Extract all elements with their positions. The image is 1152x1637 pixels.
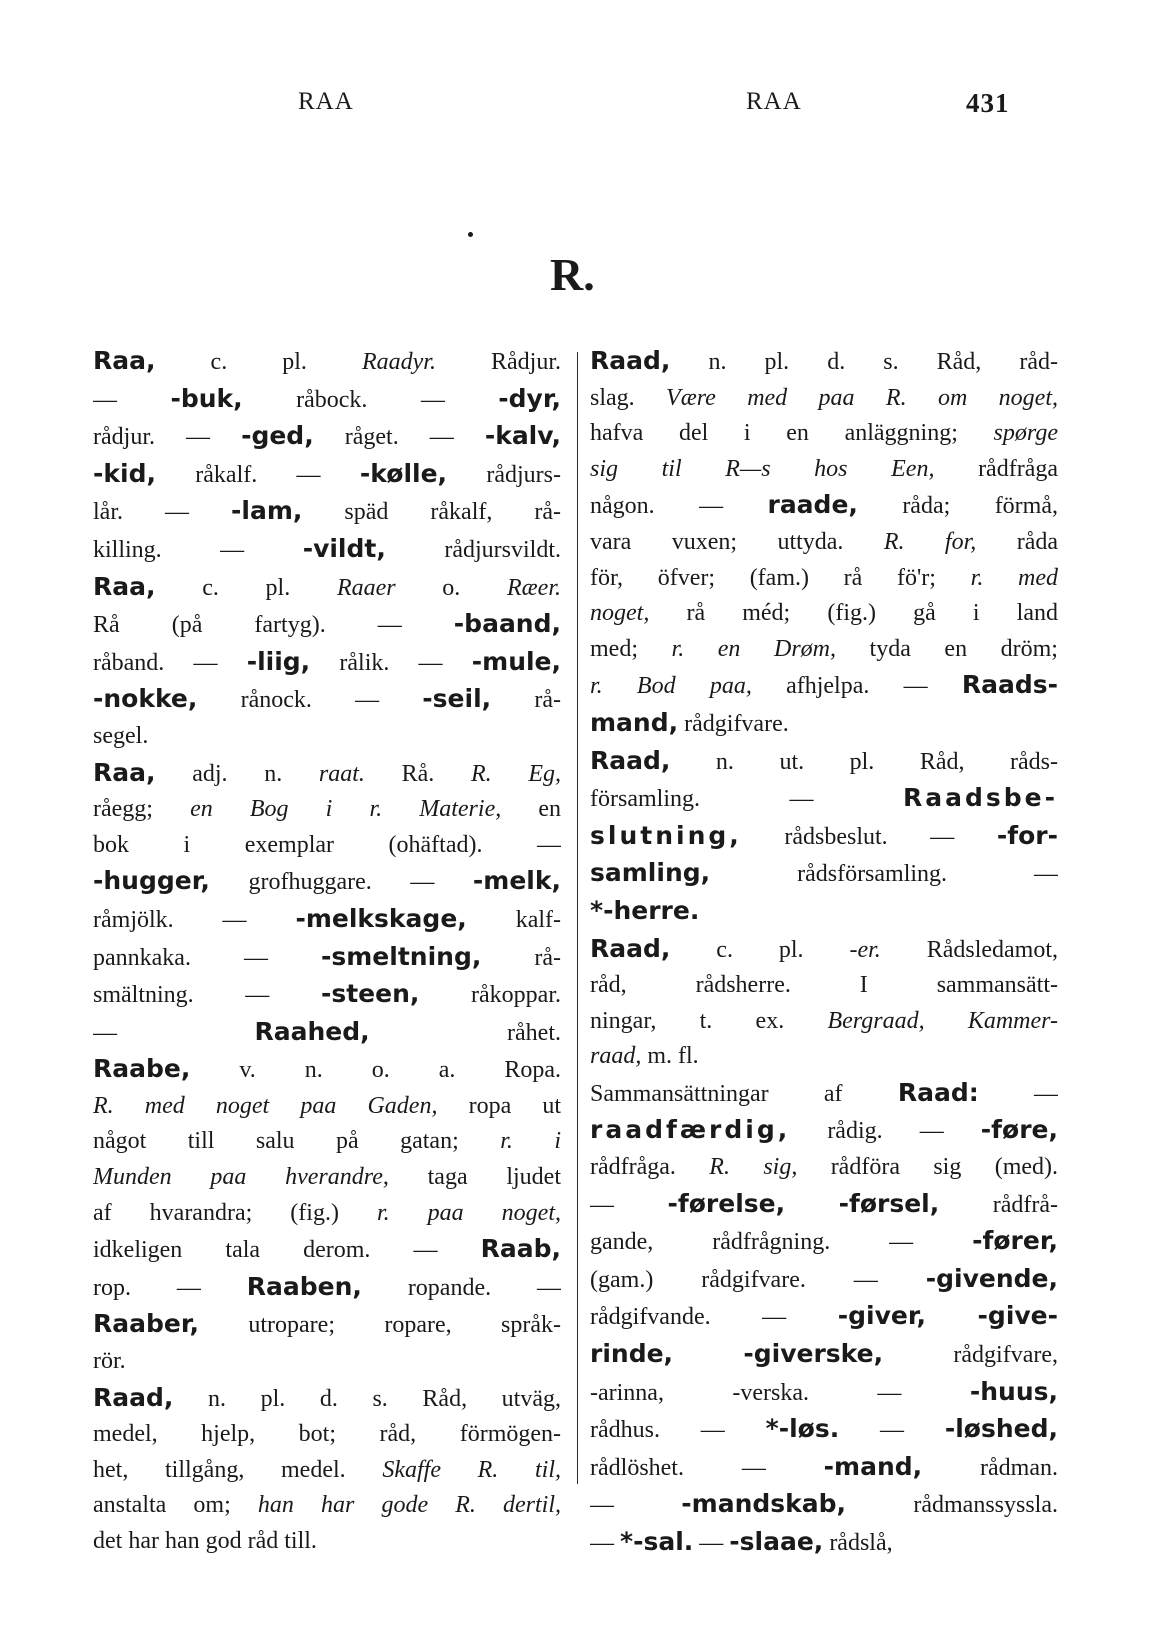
entry-text: någon. — [590, 493, 768, 520]
entry-text: o. [395, 574, 507, 601]
headword: Raab, [480, 1234, 561, 1264]
example-phrase: r. paa noget, [376, 1199, 561, 1226]
entry-text: råbock. — [242, 386, 499, 413]
entry-text: råda [976, 528, 1058, 555]
dictionary-line [590, 1411, 1058, 1449]
example-phrase: noget, [590, 600, 650, 627]
entry-text: rådföra sig (med). [797, 1154, 1058, 1181]
example-phrase: en Bog i r. Materie, [190, 796, 502, 823]
example-phrase: Raadyr. [361, 349, 436, 375]
entry-text: rådfråga. [590, 1154, 710, 1181]
entry-text: c. pl. [155, 349, 362, 375]
entry-text: rånock. — [197, 687, 423, 714]
entry-text: späd råkalf, rå- [302, 499, 561, 526]
dictionary-line [93, 1269, 561, 1307]
headword: Raa, [93, 571, 156, 601]
dictionary-line [93, 863, 561, 901]
example-phrase: Skaffe R. til, [382, 1456, 561, 1483]
dictionary-line [93, 792, 561, 828]
dictionary-line [93, 1231, 561, 1269]
dictionary-line [590, 705, 1058, 743]
entry-text: — [590, 1530, 620, 1556]
dictionary-line [93, 1453, 561, 1489]
headword: -kalv, [484, 421, 561, 451]
entry-text: rådsbeslut. — [741, 823, 997, 850]
entry-text: hafva del i en anläggning; [590, 420, 994, 447]
entry-text: rådig. — [790, 1118, 981, 1145]
headword: -førelse, [667, 1188, 786, 1218]
dictionary-line [590, 667, 1058, 705]
entry-text: rådgifvare, [883, 1342, 1058, 1369]
entry-text: af hvarandra; (fig.) [93, 1199, 377, 1226]
headword: raadfærdig, [590, 1115, 791, 1145]
dictionary-line [590, 743, 1058, 781]
left-column [93, 343, 561, 1560]
headword: Raads- [961, 670, 1058, 700]
example-phrase: spørge [993, 420, 1058, 447]
entry-text: en [501, 796, 561, 823]
entry-text: rådmanssyssla. [846, 1492, 1058, 1519]
headword: Raaben, [246, 1271, 362, 1301]
headword: -giver, [837, 1301, 926, 1331]
entry-text: n. ut. pl. Råd, råds- [670, 748, 1058, 775]
headword: -steen, [320, 979, 420, 1009]
dictionary-line [590, 596, 1058, 632]
headword: slutning, [590, 820, 742, 850]
headword: Raa, [93, 346, 156, 375]
entry-text: något till salu på gatan; [93, 1128, 501, 1155]
headword: -ged, [241, 421, 314, 451]
entry-text: c. pl. [155, 574, 337, 601]
headword: -fører, [972, 1226, 1058, 1256]
dictionary-line [93, 381, 561, 419]
dictionary-line [93, 1160, 561, 1196]
entry-text: n. pl. d. s. Råd, utväg, [173, 1385, 561, 1412]
dictionary-line [590, 452, 1058, 488]
entry-text: ropa ut [437, 1092, 561, 1119]
column-divider [577, 352, 578, 1484]
dictionary-line [93, 1306, 561, 1344]
dictionary-line [590, 1004, 1058, 1040]
dictionary-line [93, 719, 561, 755]
entry-text: församling. — [590, 786, 903, 813]
dictionary-line [93, 1051, 561, 1089]
entry-text: slag. [590, 384, 667, 411]
entry-text: — [93, 1019, 255, 1046]
entry-text: n. pl. d. s. Råd, råd- [670, 349, 1058, 375]
entry-text: råmjölk. — [93, 906, 296, 933]
headword: Raadsbe- [903, 783, 1058, 813]
entry-text: pannkaka. — [93, 944, 321, 971]
dictionary-line [590, 1075, 1058, 1113]
entry-text: — [590, 1191, 668, 1218]
entry-text: utropare; ropare, språk- [199, 1312, 561, 1339]
entry-text: rådgifvande. — [590, 1304, 838, 1331]
page-header-right: RAA [746, 88, 802, 115]
headword: -mandskab, [681, 1489, 847, 1519]
entry-text: rådhus. — [590, 1417, 766, 1444]
dictionary-line [590, 525, 1058, 561]
example-phrase: Munden paa hverandre, [93, 1164, 389, 1191]
entry-text: Rådjur. [435, 349, 561, 375]
entry-text: råkoppar. [419, 982, 561, 1009]
entry-text: Rå (på fartyg). — [93, 612, 454, 639]
entry-text: Rå. [364, 760, 471, 787]
headword: -buk, [170, 383, 243, 413]
example-phrase: r. en Drøm, [671, 635, 836, 662]
dictionary-line [590, 1150, 1058, 1186]
dictionary-line [590, 818, 1058, 856]
right-column [590, 343, 1058, 1562]
headword: Raahed, [254, 1016, 370, 1046]
example-phrase: Være med paa R. om noget, [666, 384, 1058, 411]
dictionary-line [590, 416, 1058, 452]
dictionary-line [590, 855, 1058, 893]
headword: -mand, [823, 1451, 923, 1481]
entry-text: vara vuxen; uttyda. [590, 528, 884, 555]
entry-text: -arinna, -verska. — [590, 1379, 970, 1406]
entry-text: rå- [481, 944, 561, 971]
entry-text: rådman. [922, 1454, 1058, 1481]
entry-text: taga ljudet [388, 1164, 561, 1191]
entry-text: ropande. — [361, 1274, 561, 1301]
dictionary-line [93, 1380, 561, 1418]
entry-text: Rådsledamot, [880, 936, 1058, 963]
dictionary-line [93, 1524, 561, 1560]
entry-text: c. pl. [670, 936, 850, 963]
entry-text: råkalf. — [155, 461, 360, 488]
dictionary-line [590, 1223, 1058, 1261]
entry-text: — [693, 1530, 730, 1556]
example-phrase: Bergraad, Kammer- [827, 1007, 1058, 1034]
headword: -mule, [471, 646, 561, 676]
dictionary-line [590, 632, 1058, 668]
entry-text [785, 1192, 838, 1218]
entry-text: v. n. o. a. Ropa. [190, 1057, 561, 1084]
entry-text: — [93, 386, 171, 413]
headword: -hugger, [93, 866, 210, 896]
entry-text [673, 1342, 743, 1368]
entry-text: råhet. [369, 1019, 561, 1046]
dictionary-line [93, 606, 561, 644]
entry-text: råget. — [313, 424, 485, 451]
headword: *-sal. [620, 1527, 694, 1556]
headword: -førsel, [838, 1188, 940, 1218]
headword: -kølle, [359, 458, 448, 488]
dictionary-line [590, 1298, 1058, 1336]
entry-text: för, öfver; (fam.) rå fö'r; [590, 564, 971, 591]
headword: samling, [590, 858, 711, 888]
entry-text: rådjur. — [93, 424, 242, 451]
entry-text: medel, hjelp, bot; råd, förmögen- [93, 1421, 561, 1448]
dictionary-line [590, 1112, 1058, 1150]
entry-text: idkeligen tala derom. — [93, 1237, 481, 1264]
example-phrase: Ræer. [507, 574, 561, 601]
entry-text: rådfrå- [939, 1191, 1058, 1218]
entry-text: kalf- [466, 906, 561, 933]
headword: rinde, [590, 1339, 674, 1369]
entry-text: — [978, 1080, 1058, 1107]
entry-text: smältning. — [93, 982, 321, 1009]
headword: -liig, [246, 646, 311, 676]
example-phrase: raad, [590, 1043, 642, 1070]
dictionary-line [93, 1089, 561, 1125]
example-phrase: -er. [849, 936, 881, 963]
entry-text: anstalta om; [93, 1492, 258, 1519]
entry-text: — [590, 1492, 682, 1519]
dictionary-line [590, 780, 1058, 818]
entry-text: rådslå, [823, 1530, 893, 1556]
dictionary-line [93, 1014, 561, 1052]
example-phrase: R. med noget paa Gaden, [93, 1092, 438, 1119]
example-phrase: han har gode R. dertil, [257, 1492, 561, 1519]
entry-text: rådfråga [934, 455, 1058, 482]
page-number: 431 [966, 88, 1010, 118]
example-phrase: raat. [318, 760, 365, 787]
example-phrase: R. sig, [709, 1154, 798, 1181]
headword: -løshed, [944, 1414, 1058, 1444]
dictionary-line [590, 1524, 1058, 1562]
headword: -nokke, [93, 684, 198, 714]
dictionary-line [93, 1488, 561, 1524]
dictionary-line [590, 931, 1058, 969]
headword: -melk, [472, 866, 561, 896]
entry-text: — [839, 1417, 945, 1444]
headword: -føre, [980, 1115, 1058, 1145]
entry-text: råband. — [93, 649, 247, 676]
entry-text: rådlöshet. — [590, 1454, 824, 1481]
dictionary-line [590, 1374, 1058, 1412]
entry-text: afhjelpa. — [751, 673, 962, 700]
headword: Raad, [590, 346, 671, 375]
headword: Raa, [93, 757, 156, 787]
dictionary-line [590, 893, 1058, 931]
entry-text: killing. — [93, 536, 303, 563]
entry-text: rådjursvildt. [385, 536, 561, 563]
dictionary-line [590, 1261, 1058, 1299]
headword: Raad, [93, 1382, 174, 1412]
headword: -baand, [453, 609, 561, 639]
entry-text: rådgifvare. [678, 710, 789, 737]
ornament-dot [468, 232, 473, 237]
entry-text: det har han god råd till. [93, 1528, 317, 1554]
dictionary-line [93, 1196, 561, 1232]
entry-text: Sammansättningar af [590, 1080, 898, 1107]
example-phrase: r. i [500, 1128, 561, 1155]
example-phrase: Raaer [336, 574, 396, 601]
dictionary-line [93, 493, 561, 531]
entry-text [926, 1304, 978, 1330]
dictionary-line [590, 1039, 1058, 1075]
dictionary-line [93, 976, 561, 1014]
example-phrase: R. Eg, [470, 760, 561, 787]
entry-text: rådjurs- [447, 461, 561, 488]
example-phrase: sig til R—s hos Een, [590, 455, 935, 482]
dictionary-line [93, 1344, 561, 1380]
dictionary-line [93, 644, 561, 682]
headword: -melkskage, [295, 903, 467, 933]
entry-text: bok i exemplar (ohäftad). — [93, 831, 561, 858]
example-phrase: r. med [970, 564, 1058, 591]
headword: -seil, [422, 684, 492, 714]
page-header-left: RAA [298, 88, 354, 115]
entry-text: ningar, t. ex. [590, 1007, 828, 1034]
entry-text: segel. [93, 722, 149, 749]
dictionary-line [590, 381, 1058, 417]
entry-text: m. fl. [641, 1043, 699, 1070]
headword: -dyr, [498, 383, 561, 413]
dictionary-line [93, 901, 561, 939]
entry-text: råda; förmå, [857, 493, 1058, 520]
dictionary-line [93, 681, 561, 719]
headword: -slaae, [729, 1527, 824, 1556]
headword: -giverske, [743, 1339, 884, 1369]
dictionary-line [590, 1186, 1058, 1224]
entry-text: rop. — [93, 1274, 247, 1301]
entry-text: råegg; [93, 796, 191, 823]
section-letter: R. [550, 249, 595, 300]
dictionary-line [93, 828, 561, 864]
dictionary-line [93, 1124, 561, 1160]
dictionary-line [93, 343, 561, 381]
entry-text: (gam.) rådgifvare. — [590, 1266, 926, 1293]
example-phrase: R. for, [883, 528, 977, 555]
entry-text: råd, rådsherre. I sammansätt- [590, 972, 1058, 999]
entry-text: rå- [491, 687, 561, 714]
headword: -give- [977, 1301, 1058, 1331]
entry-text: rådsförsamling. — [710, 861, 1058, 888]
entry-text: rålik. — [310, 649, 472, 676]
dictionary-line [93, 755, 561, 793]
dictionary-line [93, 569, 561, 607]
dictionary-line [93, 1417, 561, 1453]
dictionary-line [590, 487, 1058, 525]
dictionary-line [93, 531, 561, 569]
headword: -smeltning, [321, 941, 482, 971]
entry-text: rör. [93, 1348, 126, 1375]
dictionary-line [590, 1449, 1058, 1487]
dictionary-line [93, 939, 561, 977]
entry-text: het, tillgång, medel. [93, 1456, 383, 1483]
entry-text: grofhuggare. — [209, 869, 473, 896]
headword: Raad, [590, 745, 671, 775]
dictionary-line [93, 418, 561, 456]
dictionary-line [590, 343, 1058, 381]
headword: -huus, [969, 1376, 1058, 1406]
headword: Raabe, [93, 1054, 191, 1084]
headword: *-herre. [590, 895, 700, 925]
headword: Raad: [897, 1077, 979, 1107]
headword: -lam, [231, 496, 303, 526]
entry-text: adj. n. [155, 760, 319, 787]
headword: -kid, [93, 458, 156, 488]
entry-text: rå méd; (fig.) gå i land [649, 600, 1058, 627]
headword: Raad, [590, 933, 671, 963]
headword: mand, [590, 707, 679, 737]
example-phrase: r. Bod paa, [590, 673, 752, 700]
dictionary-line [93, 456, 561, 494]
headword: -givende, [925, 1263, 1058, 1293]
entry-text: tyda en dröm; [836, 635, 1058, 662]
dictionary-line [590, 968, 1058, 1004]
dictionary-line [590, 561, 1058, 597]
headword: raade, [767, 490, 858, 520]
entry-text: gande, rådfrågning. — [590, 1229, 973, 1256]
entry-text: med; [590, 635, 672, 662]
dictionary-line [590, 1336, 1058, 1374]
entry-text: lår. — [93, 499, 232, 526]
headword: Raaber, [93, 1309, 199, 1339]
headword: -vildt, [302, 533, 386, 563]
headword: *-løs. [765, 1414, 840, 1444]
dictionary-line [590, 1486, 1058, 1524]
headword: -for- [996, 820, 1058, 850]
